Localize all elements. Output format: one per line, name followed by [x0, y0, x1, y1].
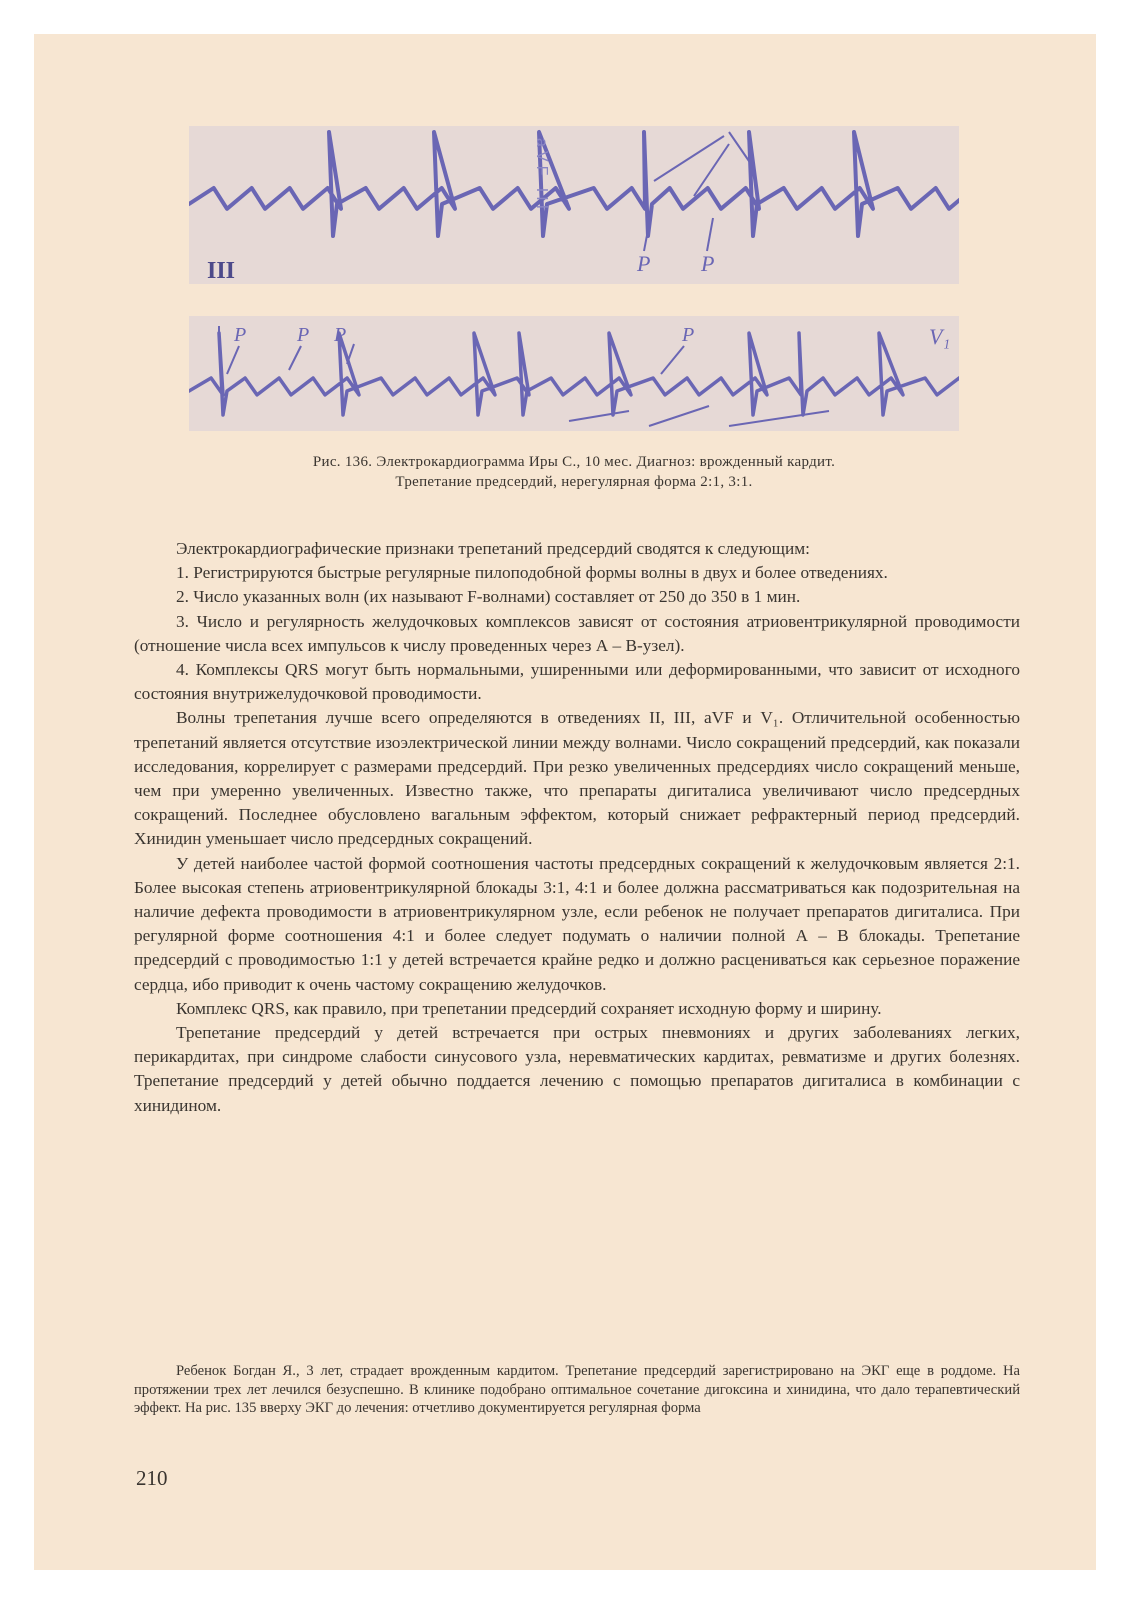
paragraph: 4. Комплексы QRS могут быть нормальными, уширенными или деформированными, что зависит от исходного состояния внутрижелудочковой проводимости. — [134, 660, 1020, 704]
p-wave-label: P — [637, 251, 651, 276]
p-wave-label: P — [334, 324, 347, 346]
p-wave-label: P — [701, 251, 715, 276]
book-page — [34, 34, 1096, 1570]
p-wave-label: P — [234, 324, 247, 346]
ecg-figure — [189, 126, 959, 431]
paragraph: Трепетание предсердий у детей встречается при острых пневмониях и других заболеваниях легких, перикардитах, при синдроме слабости синусового узла, неревматических кардитах, ревматизме и других болезнях. Трепетание предсердий у детей обычно поддается лечению с помощью препаратов дигиталиса в комбинации с хинидином. — [134, 1023, 1020, 1115]
paragraph: 2. Число указанных волн (их называют F-волнами) составляет от 250 до 350 в 1 мин. — [176, 587, 801, 607]
lead-label-vertical: aVF III — [533, 138, 550, 214]
lead-label-iii: III — [207, 258, 236, 284]
figure-caption — [174, 452, 974, 492]
paragraph: 3. Число и регулярность желудочковых комплексов зависят от состояния атриовентрикулярной проводимости (отношение числа всех импульсов к числу проведенных через А – В-узел). — [134, 611, 1020, 655]
caption-line-1: Рис. 136. Электрокардиограмма Иры С., 10 мес. Диагноз: врожденный кардит. — [312, 454, 836, 470]
paragraph: Комплекс QRS, как правило, при трепетании предсердий сохраняет исходную форму и ширину. — [176, 998, 882, 1018]
paragraph: Волны трепетания лучше всего определяются в отведениях II, III, aVF и V₁. Отличительной особенностью трепетаний является отсутствие изоэлектрической линии между волнами. Число сокращений предсердий, как показали исследования, коррелирует с размерами предсердий. При резко увеличенных предсердиях число сокращений меньше, чем при умеренно увеличенных. Известно также, что препараты дигиталиса увеличивают число предсердных сокращений. Последнее обусловлено вагальным эффектом, который снижает рефрактерный период предсердий. Хинидин уменьшает число предсердных сокращений. — [134, 708, 1020, 849]
paragraph: 1. Регистрируются быстрые регулярные пилоподобной формы волны в двух и более отведениях. — [176, 563, 888, 583]
p-wave-label: P — [297, 324, 310, 346]
paragraph: Электрокардиографические признаки трепетаний предсердий сводятся к следующим: — [176, 539, 810, 558]
ecg-traces — [189, 126, 959, 431]
page-number: 210 — [136, 1466, 168, 1490]
caption-line-2: Трепетание предсердий, нерегулярная форма 2:1, 3:1. — [395, 474, 753, 490]
case-report — [134, 1362, 1020, 1418]
lead-label-v1: V₁ — [929, 324, 951, 349]
case-paragraph: Ребенок Богдан Я., 3 лет, страдает врожденным кардитом. Трепетание предсердий зарегистрировано на ЭКГ еще в роддоме. На протяжении трех лет лечился безуспешно. В клинике подобрано оптимальное сочетание дигоксина и хинидина, что дало терапевтический эффект. На рис. 135 вверху ЭКГ до лечения: отчетливо документируется регулярная форма — [134, 1363, 1020, 1416]
p-wave-label: P — [682, 324, 695, 346]
body-text — [134, 537, 1020, 1118]
paragraph: У детей наиболее частой формой соотношения частоты предсердных сокращений к желудочковым является 2:1. Более высокая степень атриовентрикулярной блокады 3:1, 4:1 и более должна рассматриваться как подозрительная на наличие дефекта проводимости в атриовентрикулярном узле, если ребенок не получает препаратов дигиталиса. При регулярной форме соотношения 4:1 и более следует подумать о наличии полной А – В блокады. Трепетание предсердий с проводимостью 1:1 у детей встречается крайне редко и должно расцениваться как серьезное поражение сердца, ибо приводит к очень частому сокращению желудочков. — [134, 853, 1020, 994]
